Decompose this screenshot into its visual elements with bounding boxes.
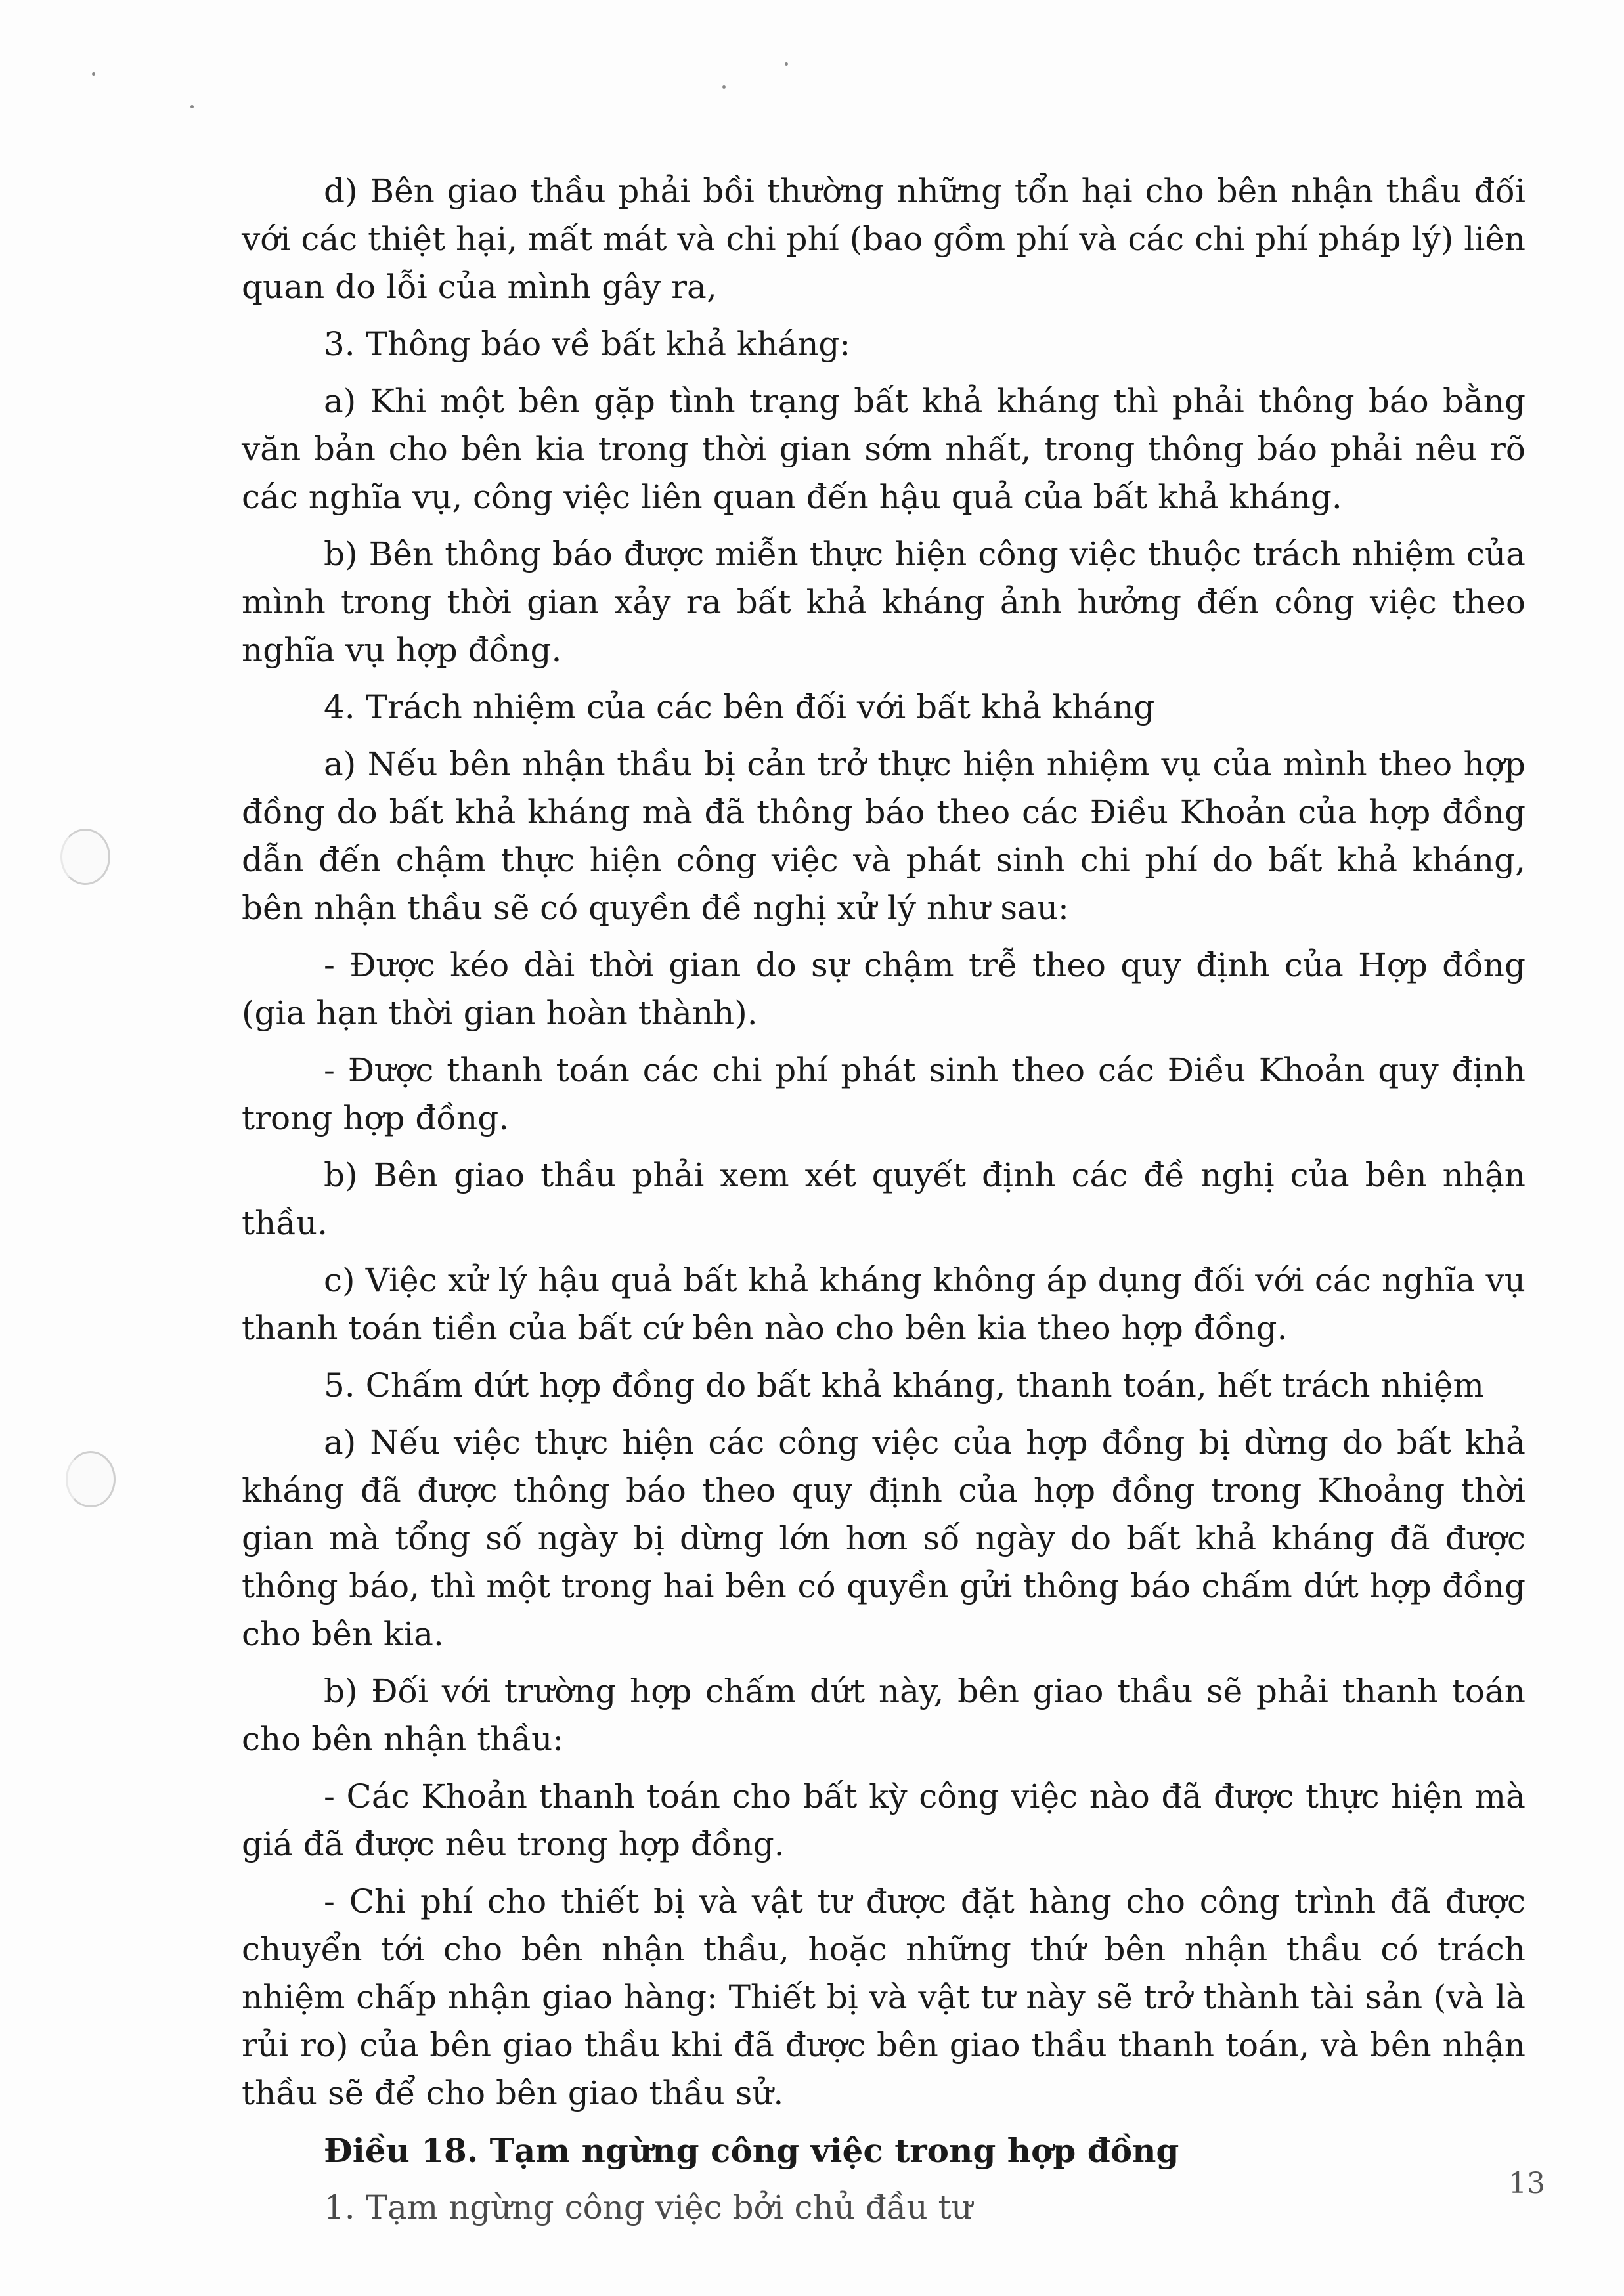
scan-speck — [190, 105, 194, 108]
section-4-title: 4. Trách nhiệm của các bên đối với bất khả kháng — [324, 688, 1155, 726]
article-18-item-1: 1. Tạm ngừng công việc bởi chủ đầu tư — [324, 2188, 973, 2226]
paragraph-4a-item-2: - Được thanh toán các chi phí phát sinh theo các Điều Khoản quy định trong hợp đồng. — [242, 1051, 1525, 1137]
section-5-title: 5. Chấm dứt hợp đồng do bất khả kháng, thanh toán, hết trách nhiệm — [324, 1366, 1484, 1404]
paragraph-3b: b) Bên thông báo được miễn thực hiện công việc thuộc trách nhiệm của mình trong thời gian xảy ra bất khả kháng ảnh hưởng đến công việc theo nghĩa vụ hợp đồng. — [242, 535, 1525, 669]
paragraph-5b: b) Đối với trường hợp chấm dứt này, bên giao thầu sẽ phải thanh toán cho bên nhận thầu: — [242, 1672, 1525, 1758]
paragraph-4b: b) Bên giao thầu phải xem xét quyết định các đề nghị của bên nhận thầu. — [242, 1156, 1525, 1242]
paragraph-5a: a) Nếu việc thực hiện các công việc của hợp đồng bị dừng do bất khả kháng đã được thông báo theo quy định của hợp đồng trong Khoảng thời gian mà tổng số ngày bị dừng lớn hơn số ngày do bất khả kháng đã được thông báo, thì một trong hai bên có quyền gửi thông báo chấm dứt hợp đồng cho bên kia. — [242, 1423, 1525, 1653]
scan-speck — [785, 62, 788, 66]
scan-speck — [722, 85, 726, 89]
paragraph-4a: a) Nếu bên nhận thầu bị cản trở thực hiện nhiệm vụ của mình theo hợp đồng do bất khả kháng mà đã thông báo theo các Điều Khoản của hợp đồng dẫn đến chậm thực hiện công việc và phát sinh chi phí do bất khả kháng, bên nhận thầu sẽ có quyền đề nghị xử lý như sau: — [242, 745, 1525, 927]
page-number: 13 — [1508, 2167, 1545, 2200]
document-body — [242, 167, 1525, 2241]
paragraph-4a-item-1: - Được kéo dài thời gian do sự chậm trễ theo quy định của Hợp đồng (gia hạn thời gian hoàn thành). — [242, 946, 1525, 1032]
paragraph-3a: a) Khi một bên gặp tình trạng bất khả kháng thì phải thông báo bằng văn bản cho bên kia trong thời gian sớm nhất, trong thông báo phải nêu rõ các nghĩa vụ, công việc liên quan đến hậu quả của bất khả kháng. — [242, 382, 1525, 516]
paragraph-4c: c) Việc xử lý hậu quả bất khả kháng không áp dụng đối với các nghĩa vụ thanh toán tiền của bất cứ bên nào cho bên kia theo hợp đồng. — [242, 1261, 1525, 1347]
paragraph-5b-item-1: - Các Khoản thanh toán cho bất kỳ công việc nào đã được thực hiện mà giá đã được nêu trong hợp đồng. — [242, 1777, 1525, 1863]
article-18-heading: Điều 18. Tạm ngừng công việc trong hợp đồng — [324, 2131, 1179, 2170]
scan-speck — [92, 72, 95, 76]
paragraph-5b-item-2: - Chi phí cho thiết bị và vật tư được đặt hàng cho công trình đã được chuyển tới cho bên nhận thầu, hoặc những thứ bên nhận thầu có trách nhiệm chấp nhận giao hàng: Thiết bị và vật tư này sẽ trở thành tài sản (và là rủi ro) của bên giao thầu khi đã được bên giao thầu thanh toán, và bên nhận thầu sẽ để cho bên giao thầu sử. — [242, 1882, 1525, 2112]
punch-hole-top — [60, 829, 110, 885]
punch-hole-bottom — [66, 1451, 116, 1507]
paragraph-1d-compensation: d) Bên giao thầu phải bồi thường những tổn hại cho bên nhận thầu đối với các thiệt hại, mất mát và chi phí (bao gồm phí và các chi phí pháp lý) liên quan do lỗi của mình gây ra, — [242, 172, 1525, 306]
section-3-title: 3. Thông báo về bất khả kháng: — [324, 325, 851, 363]
